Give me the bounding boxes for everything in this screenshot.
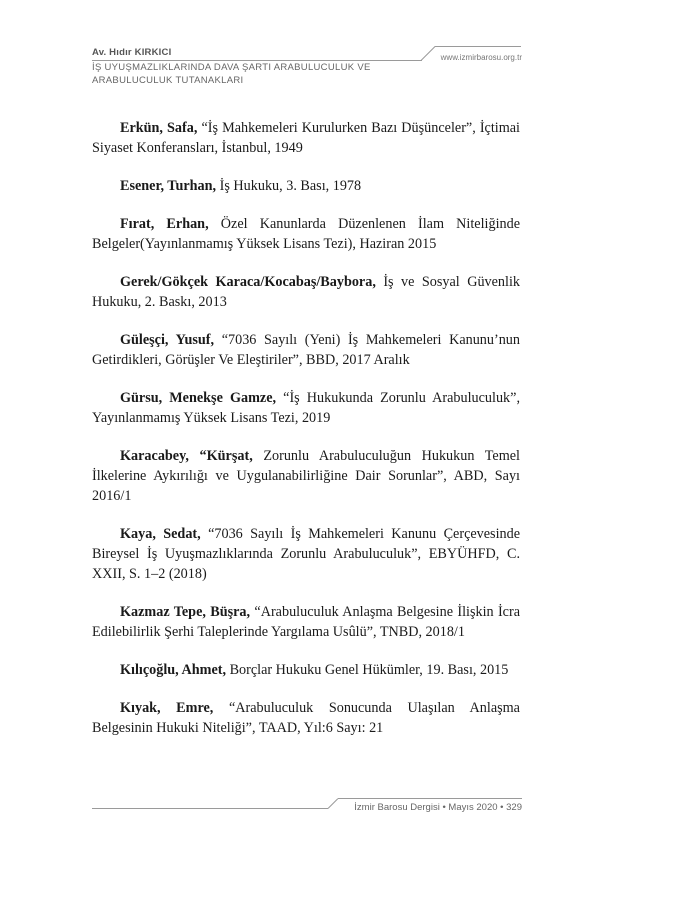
reference-text: “Arabuluculuk Anlaşma Belgesine İlişkin İcra Edilebilirlik Şerhi Taleplerinde Yargılama Usûlü”, TNBD, 2018/1 [92,604,520,640]
reference-item [92,272,520,312]
footer-divider-angle [328,798,339,809]
header-url: www.izmirbarosu.org.tr [440,53,522,62]
footer-divider-right [338,798,522,799]
reference-item [92,330,520,370]
header-divider [92,60,422,61]
reference-author: Gerek/Gökçek Karaca/Kocabaş/Baybora, [120,274,376,290]
reference-author: Karacabey, “Kürşat, [120,448,253,464]
reference-author: Esener, Turhan, [120,178,217,194]
reference-item [92,524,520,584]
reference-item [92,118,520,158]
reference-text: İş ve Sosyal Güvenlik Hukuku, 2. Baskı, 2013 [92,274,521,310]
header-divider-right [435,46,521,47]
reference-item [92,660,520,680]
reference-text: “İş Mahkemeleri Kurulurken Bazı Düşünceler”, İçtimai Siyaset Konferansları, İstanbul, 1949 [92,120,521,156]
reference-item [92,602,520,642]
reference-text: “Arabuluculuk Sonucunda Ulaşılan Anlaşma Belgesinin Hukuki Niteliği”, TAAD, Yıl:6 Sayı: 21 [92,700,520,736]
reference-list [92,118,520,756]
reference-text: “İş Hukukunda Zorunlu Arabuluculuk”, Yayınlanmamış Yüksek Lisans Tezi, 2019 [92,390,520,426]
reference-text: “7036 Sayılı (Yeni) İş Mahkemeleri Kanunu’nun Getirdikleri, Görüşler Ve Eleştiriler”, BBD, 2017 Aralık [92,332,520,368]
reference-author: Kaya, Sedat, [120,526,201,542]
reference-item [92,698,520,738]
footer-journal-page: İzmir Barosu Dergisi • Mayıs 2020 • 329 [354,802,522,813]
reference-text: Zorunlu Arabuluculuğun Hukukun Temel İlkelerine Aykırılığı ve Uygulanabilirliğine Dair Sorunlar”, ABD, Sayı 2016/1 [92,448,520,504]
reference-author: Gürsu, Menekşe Gamze, [120,390,277,406]
reference-author: Kılıçoğlu, Ahmet, [120,662,227,678]
reference-item [92,388,520,428]
reference-text: İş Hukuku, 3. Bası, 1978 [216,178,362,194]
reference-author: Güleşçi, Yusuf, [120,332,215,348]
reference-author: Kazmaz Tepe, Büşra, [120,604,251,620]
reference-text: Özel Kanunlarda Düzenlenen İlam Niteliğinde Belgeler(Yayınlanmamış Yüksek Lisans Tezi), Haziran 2015 [92,216,520,252]
reference-item [92,446,520,506]
header-author: Av. Hıdır KIRKICI [92,47,172,58]
reference-text: “7036 Sayılı İş Mahkemeleri Kanunu Çerçevesinde Bireysel İş Uyuşmazlıklarında Zorunlu Arabuluculuk”, EBYÜHFD, C. XXII, S. 1–2 (2018) [92,526,521,582]
header-article-title: İŞ UYUŞMAZLIKLARINDA DAVA ŞARTI ARABULUCULUK VE ARABULUCULUK TUTANAKLARI [92,62,371,86]
reference-author: Kıyak, Emre, [120,700,214,716]
reference-item [92,176,520,196]
reference-author: Erkün, Safa, [120,120,198,136]
footer-divider-left [92,808,328,809]
reference-author: Fırat, Erhan, [120,216,209,232]
reference-text: Borçlar Hukuku Genel Hükümler, 19. Bası, 2015 [226,662,509,678]
reference-item [92,214,520,254]
